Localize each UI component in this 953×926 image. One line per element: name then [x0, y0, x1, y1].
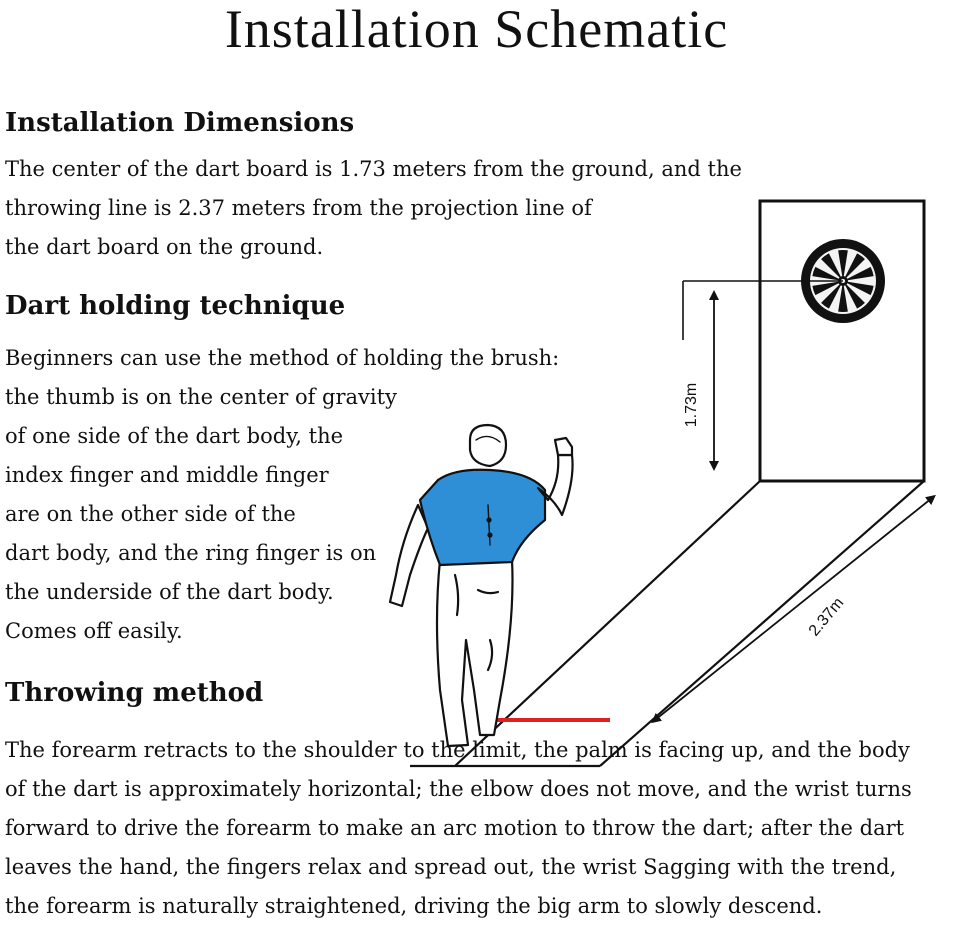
page-title: Installation Schematic: [224, 0, 729, 59]
text-line: are on the other side of the: [5, 502, 296, 526]
text-line: the dart board on the ground.: [5, 235, 324, 259]
text-line: The forearm retracts to the shoulder to the limit, the palm is facing up, and the body: [5, 738, 910, 762]
distance-label: 2.37m: [805, 594, 848, 640]
distance-dimension-arrow: [655, 498, 932, 720]
head: [470, 425, 506, 466]
heading-throwing-method: Throwing method: [5, 678, 264, 708]
heading-installation-dimensions: Installation Dimensions: [5, 108, 355, 138]
text-line: Comes off easily.: [5, 619, 183, 643]
throwing-hand: [555, 438, 572, 455]
shirt: [420, 470, 545, 565]
text-line: Beginners can use the method of holding the brush:: [5, 346, 560, 370]
floor-right-edge: [600, 481, 924, 766]
text-line: forward to drive the forearm to make an arc motion to throw the dart; after the dart: [5, 816, 905, 840]
text-line: the forearm is naturally straightened, driving the big arm to slowly descend.: [5, 894, 823, 918]
text-line: index finger and middle finger: [5, 463, 329, 487]
text-line: The center of the dart board is 1.73 meters from the ground, and the: [5, 157, 742, 181]
left-arm: [390, 505, 428, 606]
heading-dart-holding-technique: Dart holding technique: [5, 291, 346, 321]
text-line: of one side of the dart body, the: [5, 424, 344, 448]
text-line: of the dart is approximately horizontal; the elbow does not move, and the wrist turns: [5, 777, 912, 801]
thrower-figure: [390, 425, 573, 746]
text-line: the thumb is on the center of gravity: [5, 385, 397, 409]
text-line: dart body, and the ring finger is on: [5, 541, 377, 565]
text-line: leaves the hand, the fingers relax and spread out, the wrist Sagging with the trend,: [5, 855, 897, 879]
text-line: throwing line is 2.37 meters from the projection line of: [5, 196, 592, 220]
height-label: 1.73m: [683, 382, 700, 428]
text-line: the underside of the dart body.: [5, 580, 334, 604]
